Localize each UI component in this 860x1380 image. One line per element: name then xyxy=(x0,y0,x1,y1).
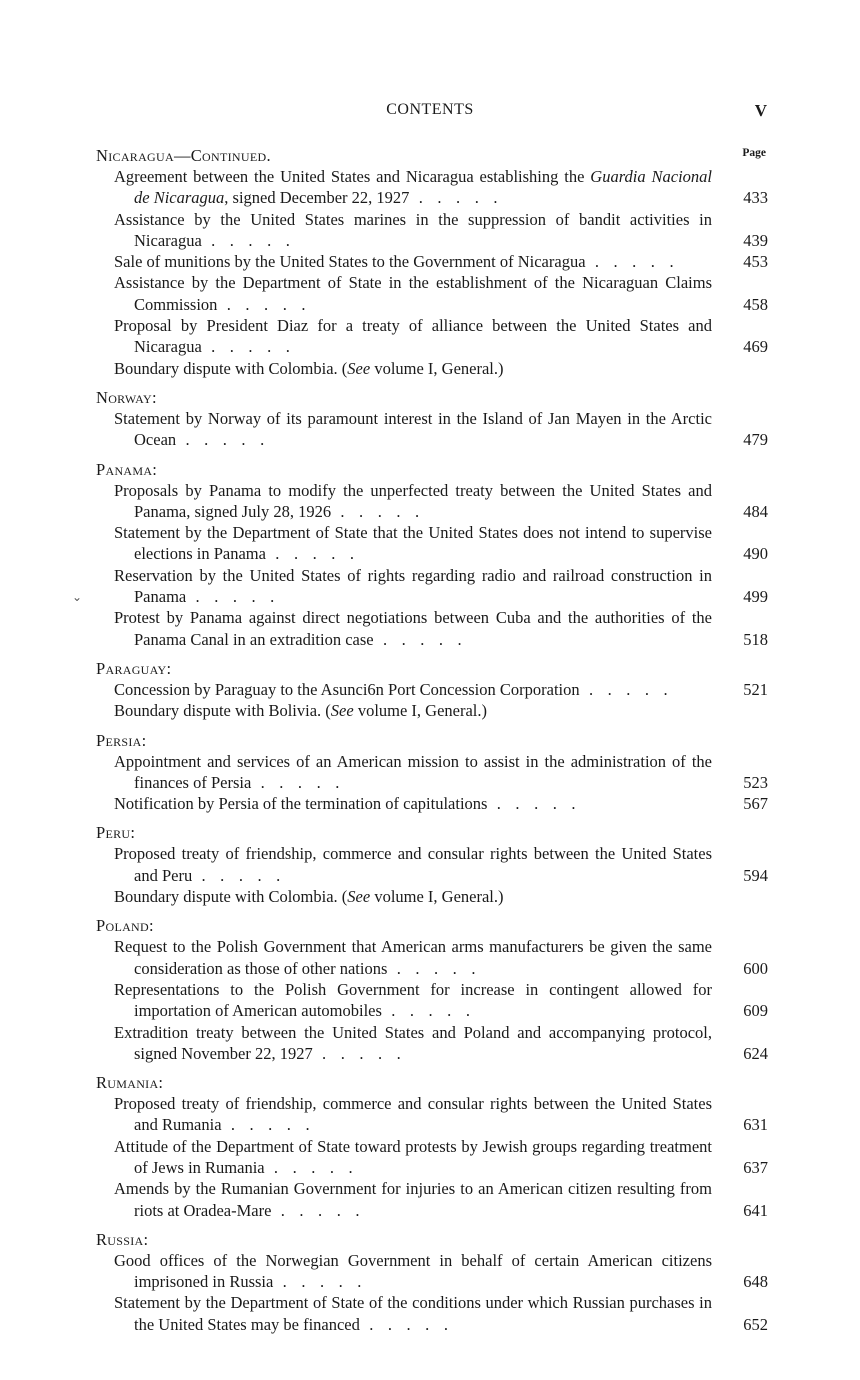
toc-entry[interactable] xyxy=(96,679,772,700)
toc-entry[interactable] xyxy=(96,1178,772,1221)
toc-entry[interactable] xyxy=(96,936,772,979)
entry-text: Agreement between the United States and Nicaragua establishing the xyxy=(114,167,591,186)
dot-leader: . . . . . xyxy=(217,294,311,314)
toc-entry[interactable] xyxy=(96,886,772,907)
entry-text: Concession by Paraguay to the Asunci6n Port Concession Corporation xyxy=(114,679,580,699)
entry-text: Boundary dispute with Colombia. ( xyxy=(114,358,348,378)
entry-italic-text: See xyxy=(347,358,371,378)
toc-entry[interactable] xyxy=(96,1093,772,1136)
toc-section xyxy=(96,915,772,1064)
entry-text: Appointment and services of an American mission to assist in the administration of the finances of Persia xyxy=(114,751,712,792)
dot-leader: . . . . . xyxy=(264,1157,358,1177)
toc-entry[interactable] xyxy=(96,1292,772,1335)
toc-section xyxy=(96,730,772,815)
page-reference[interactable]: 609 xyxy=(743,1001,768,1021)
entry-text-continued: , signed December 22, 1927 xyxy=(224,188,410,208)
toc-section xyxy=(96,658,772,722)
page-reference[interactable]: 439 xyxy=(743,230,768,250)
entry-text: Good offices of the Norwegian Government in behalf of certain American citizens imprisoned in Russia xyxy=(114,1250,712,1292)
section-heading: Poland: xyxy=(96,916,154,936)
entry-text: Statement by Norway of its paramount interest in the Island of Jan Mayen in the Arctic Ocean xyxy=(114,408,712,450)
dot-leader: . . . . . xyxy=(192,865,286,885)
entry-text: Amends by the Rumanian Government for injuries to an American citizen resulting from riots at Oradea-Mare xyxy=(114,1179,712,1220)
toc-section xyxy=(96,822,772,907)
entry-text: Sale of munitions by the United States to the Government of Nicaragua xyxy=(114,252,586,272)
toc-entry[interactable] xyxy=(96,166,772,209)
entry-text-continued: volume I, General.) xyxy=(353,701,488,721)
entry-text: Request to the Polish Government that American arms manufacturers be given the same consideration as those of other nations xyxy=(114,937,712,978)
page-reference[interactable]: 518 xyxy=(743,629,768,649)
toc-section xyxy=(96,1229,772,1335)
entry-text: Proposal by President Diaz for a treaty of alliance between the United States and Nicaragua xyxy=(114,316,712,357)
page-reference[interactable]: 624 xyxy=(743,1043,768,1063)
entry-text: Attitude of the Department of State toward protests by Jewish groups regarding treatment of Jews in Rumania xyxy=(114,1136,712,1177)
entry-text-continued: volume I, General.) xyxy=(370,358,504,378)
dot-leader: . . . . . xyxy=(265,544,360,564)
margin-mark: ⌄ xyxy=(72,590,83,604)
dot-leader: . . . . . xyxy=(373,629,467,649)
section-heading: Paraguay: xyxy=(96,658,172,678)
entry-text: Assistance by the United States marines in the suppression of bandit activities in Nicaragua xyxy=(114,209,712,250)
toc-entry[interactable] xyxy=(96,408,772,451)
toc-entry[interactable] xyxy=(96,315,772,358)
dot-leader: . . . . . xyxy=(359,1314,454,1334)
entry-text: Statement by the Department of State of the conditions under which Russian purchases in the United States may be financed xyxy=(114,1293,712,1334)
toc-entry[interactable] xyxy=(96,843,772,886)
entry-italic-text: See xyxy=(347,887,371,907)
dot-leader: . . . . . xyxy=(201,230,296,250)
dot-leader: . . . . . xyxy=(271,1200,365,1220)
toc-entry[interactable] xyxy=(96,793,772,814)
entry-italic-text: See xyxy=(330,701,354,721)
page-reference[interactable]: 652 xyxy=(743,1314,768,1334)
dot-leader: . . . . . xyxy=(273,1272,367,1292)
page-reference[interactable]: 469 xyxy=(743,337,768,357)
toc-entry[interactable] xyxy=(96,607,772,650)
dot-leader: . . . . . xyxy=(186,587,280,607)
entry-text: Boundary dispute with Colombia. ( xyxy=(114,887,348,907)
section-heading: Panama: xyxy=(96,459,158,479)
section-heading: Norway: xyxy=(96,387,157,407)
entry-text: Extradition treaty between the United States and Poland and accompanying protocol, signed November 22, 1927 xyxy=(114,1022,712,1063)
toc-entry[interactable] xyxy=(96,751,772,794)
entry-text: Proposals by Panama to modify the unperfected treaty between the United States and Panama, signed July 28, 1926 xyxy=(114,480,712,521)
page-reference[interactable]: 567 xyxy=(743,794,768,814)
entry-italic-text: Guardia Nacional de Nicaragua xyxy=(134,167,712,208)
toc-entry[interactable] xyxy=(96,1136,772,1179)
toc-entry[interactable] xyxy=(96,209,772,252)
page-reference[interactable]: 433 xyxy=(743,188,768,208)
dot-leader: . . . . . xyxy=(251,772,345,792)
toc-entry[interactable] xyxy=(96,522,772,565)
entry-text: Assistance by the Department of State in the establishment of the Nicaraguan Claims Commission xyxy=(114,273,712,314)
entry-text: Proposed treaty of friendship, commerce and consular rights between the United States and Peru xyxy=(114,844,712,885)
section-heading: Nicaragua—Continued. xyxy=(96,146,271,165)
page-reference[interactable]: 641 xyxy=(743,1200,768,1220)
toc-entry[interactable] xyxy=(96,1250,772,1293)
toc-entry[interactable] xyxy=(96,1022,772,1065)
dot-leader: . . . . . xyxy=(381,1001,476,1021)
page-reference[interactable]: 600 xyxy=(743,958,768,978)
entry-text-continued: volume I, General.) xyxy=(370,887,504,907)
toc-entry[interactable] xyxy=(96,480,772,523)
toc-entry[interactable] xyxy=(96,565,772,608)
page-reference[interactable]: 521 xyxy=(743,679,768,699)
page-reference[interactable]: 458 xyxy=(743,294,768,314)
section-heading: Rumania: xyxy=(96,1073,164,1093)
section-heading: Peru: xyxy=(96,823,136,843)
page-reference[interactable]: 637 xyxy=(743,1157,768,1177)
section-heading: Russia: xyxy=(96,1229,149,1249)
toc-section xyxy=(96,459,772,650)
toc-entry[interactable] xyxy=(96,358,772,379)
toc-entry[interactable] xyxy=(96,272,772,315)
dot-leader: . . . . . xyxy=(201,337,296,357)
entry-text: Notification by Persia of the termination of capitulations xyxy=(114,794,488,814)
entry-text: Reservation by the United States of rights regarding radio and railroad construction in Panama xyxy=(114,565,712,607)
toc-section xyxy=(96,387,772,451)
entry-text: Boundary dispute with Bolivia. ( xyxy=(114,701,331,721)
page-reference[interactable]: 479 xyxy=(743,430,768,450)
dot-leader: . . . . . xyxy=(585,252,679,272)
dot-leader: . . . . . xyxy=(176,430,270,450)
dot-leader: . . . . . xyxy=(487,794,581,814)
page-reference[interactable]: 648 xyxy=(743,1272,768,1292)
page-number: V xyxy=(754,101,767,120)
page-reference[interactable]: 631 xyxy=(743,1115,768,1135)
page-reference[interactable]: 499 xyxy=(743,587,768,607)
toc-entry[interactable] xyxy=(96,251,772,272)
toc-section xyxy=(96,145,772,379)
dot-leader: . . . . . xyxy=(221,1115,315,1135)
entry-text: Statement by the Department of State that the United States does not intend to supervise elections in Panama xyxy=(114,523,712,564)
page-title: CONTENTS xyxy=(386,101,474,118)
toc-section xyxy=(96,1072,772,1221)
page-column-label: Page xyxy=(742,147,766,159)
page-reference[interactable]: 484 xyxy=(743,501,768,521)
entry-text: Representations to the Polish Government for increase in contingent allowed for importation of American automobiles xyxy=(114,979,712,1021)
dot-leader: . . . . . xyxy=(387,958,481,978)
page-reference[interactable]: 490 xyxy=(743,544,768,564)
entry-text: Proposed treaty of friendship, commerce and consular rights between the United States and Rumania xyxy=(114,1094,712,1135)
dot-leader: . . . . . xyxy=(312,1043,406,1063)
toc-entry[interactable] xyxy=(96,700,772,721)
entry-text: Protest by Panama against direct negotiations between Cuba and the authorities of the Panama Canal in an extradition case xyxy=(114,608,712,649)
running-header xyxy=(0,101,860,125)
page-reference[interactable]: 453 xyxy=(743,252,768,272)
dot-leader: . . . . . xyxy=(331,501,425,521)
toc-entry[interactable] xyxy=(96,979,772,1022)
section-heading: Persia: xyxy=(96,730,147,750)
page-reference[interactable]: 523 xyxy=(743,772,768,792)
table-of-contents xyxy=(96,145,772,1335)
dot-leader: . . . . . xyxy=(409,188,503,208)
page-reference[interactable]: 594 xyxy=(743,865,768,885)
dot-leader: . . . . . xyxy=(579,679,673,699)
